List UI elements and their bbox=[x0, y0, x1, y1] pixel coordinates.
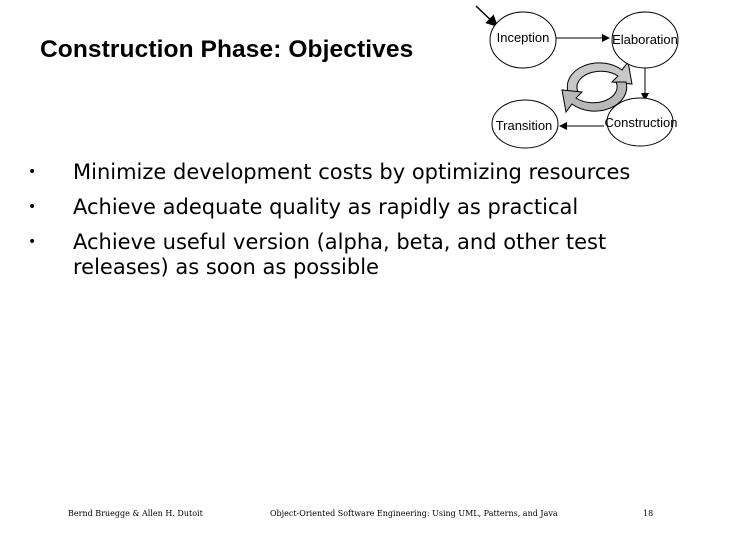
entry-arrow bbox=[476, 6, 497, 26]
list-item bbox=[28, 230, 688, 280]
bullet-text: Minimize development costs by optimizing resources bbox=[73, 160, 631, 184]
phase-label-transition: Transition bbox=[495, 118, 553, 133]
bullet-icon: • bbox=[28, 234, 37, 250]
list-item bbox=[28, 160, 688, 185]
bullet-icon: • bbox=[28, 199, 37, 215]
phase-node-elaboration bbox=[612, 12, 678, 68]
footer-book-title: Object-Oriented Software Engineering: Using UML, Patterns, and Java bbox=[270, 509, 558, 518]
bullet-text: Achieve useful version (alpha, beta, and other test releases) as soon as possible bbox=[73, 230, 607, 279]
footer-authors: Bernd Bruegge & Allen H. Dutoit bbox=[68, 509, 203, 518]
phase-node-inception bbox=[490, 12, 556, 68]
phase-label-construction: Construction bbox=[604, 115, 678, 130]
phase-label-inception: Inception bbox=[496, 30, 550, 45]
phase-node-transition bbox=[492, 100, 558, 148]
slide-title: Construction Phase: Objectives bbox=[40, 36, 414, 63]
footer-page-number: 18 bbox=[643, 509, 654, 518]
phase-cycle-diagram bbox=[0, 0, 730, 160]
list-item bbox=[28, 195, 688, 220]
bullet-text: Achieve adequate quality as rapidly as practical bbox=[73, 195, 579, 219]
bullet-icon: • bbox=[28, 164, 37, 180]
objectives-list bbox=[28, 160, 688, 290]
phase-label-elaboration: Elaboration bbox=[612, 32, 678, 47]
